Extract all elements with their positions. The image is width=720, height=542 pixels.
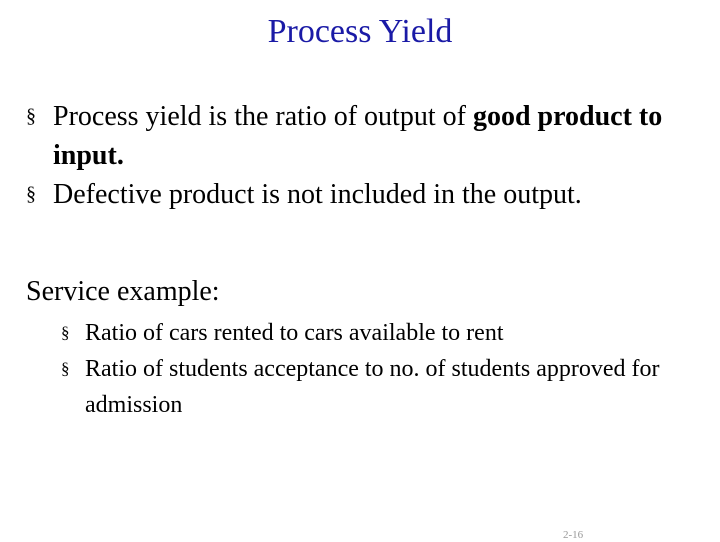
sub-bullet-list (61, 315, 661, 423)
bullet-text: Process yield is the ratio of output of (53, 101, 473, 132)
sub-bullet-marker-icon: § (61, 323, 70, 342)
slide-number: 2-16 (563, 529, 584, 541)
sub-bullet-text: Ratio of students acceptance to no. of students approved for admission (85, 356, 660, 418)
bullet-item-defective-product (26, 175, 706, 214)
section-heading: Service example: (26, 276, 220, 307)
bullet-marker-icon: § (26, 105, 36, 127)
slide-title: Process Yield (267, 13, 453, 50)
bullet-item-process-yield (26, 97, 706, 175)
sub-bullet-text: Ratio of cars rented to cars available to rent (85, 320, 504, 346)
bullet-marker-icon: § (26, 183, 36, 205)
main-bullet-list (26, 97, 706, 214)
sub-bullet-marker-icon: § (61, 359, 70, 378)
bullet-text: Defective product is not included in the output. (53, 179, 582, 210)
sub-bullet-item-cars (61, 315, 661, 351)
sub-bullet-item-students (61, 351, 661, 423)
bullet-text-bold: good product to input. (53, 101, 663, 171)
